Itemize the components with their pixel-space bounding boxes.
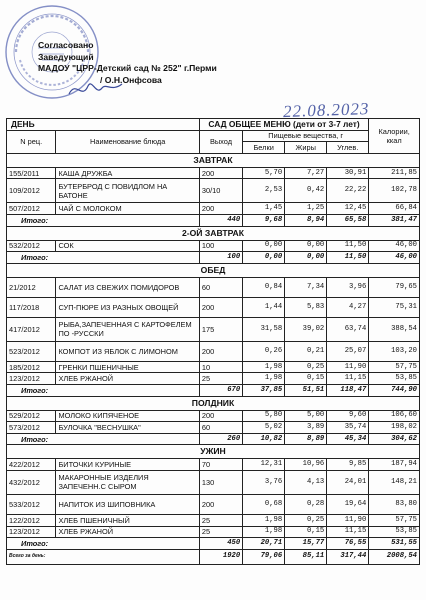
- calories-value: 53,85: [369, 526, 420, 538]
- carbs-value: 9,85: [327, 459, 369, 471]
- total-protein: 37,85: [243, 384, 285, 396]
- menu-item-row: [7, 277, 420, 297]
- dish-name: ЧАЙ С МОЛОКОМ: [56, 203, 199, 215]
- total-yield: 100: [199, 252, 242, 264]
- total-label: Итого:: [7, 433, 200, 445]
- approval-position: Заведующий: [38, 51, 94, 62]
- total-protein: 10,82: [243, 433, 285, 445]
- dish-name: РЫБА,ЗАПЕЧЕННАЯ С КАРТОФЕЛЕМ ПО -РУССКИ: [56, 317, 199, 341]
- total-calories: 381,47: [369, 214, 420, 226]
- dish-name: МОЛОКО КИПЯЧЕНОЕ: [56, 410, 199, 422]
- menu-item-row: [7, 167, 420, 179]
- total-yield: 440: [199, 214, 242, 226]
- portion-yield: 10: [199, 361, 242, 373]
- recipe-number: 123/2012: [7, 373, 56, 385]
- day-header: ДЕНЬ: [7, 119, 200, 131]
- dish-header: Наименование блюда: [56, 130, 199, 153]
- grand-total-carbs: 317,44: [327, 549, 369, 564]
- protein-value: 1,98: [243, 514, 285, 526]
- portion-yield: 200: [199, 297, 242, 317]
- protein-value: 5,80: [243, 410, 285, 422]
- total-label: Итого:: [7, 252, 200, 264]
- protein-value: 3,76: [243, 470, 285, 494]
- calories-value: 103,20: [369, 341, 420, 361]
- calories-value: 83,80: [369, 494, 420, 514]
- portion-yield: 25: [199, 373, 242, 385]
- dish-name: ГРЕНКИ ПШЕНИЧНЫЕ: [56, 361, 199, 373]
- total-fat: 8,94: [285, 214, 327, 226]
- portion-yield: 200: [199, 341, 242, 361]
- calories-value: 106,60: [369, 410, 420, 422]
- recipe-number: 533/2012: [7, 494, 56, 514]
- meal-section-row: [7, 445, 420, 459]
- total-protein: 0,00: [243, 252, 285, 264]
- protein-value: 1,98: [243, 526, 285, 538]
- grand-total-yield: 1920: [199, 549, 242, 564]
- carbs-value: 9,60: [327, 410, 369, 422]
- fat-value: 0,28: [285, 494, 327, 514]
- calories-value: 388,54: [369, 317, 420, 341]
- meal-name: ПОЛДНИК: [7, 396, 420, 410]
- meal-total-row: [7, 433, 420, 445]
- total-yield: 260: [199, 433, 242, 445]
- menu-title: САД ОБЩЕЕ МЕНЮ (дети от 3-7 лет): [199, 119, 368, 131]
- dish-name: БИТОЧКИ КУРИНЫЕ: [56, 459, 199, 471]
- total-fat: 8,89: [285, 433, 327, 445]
- calories-value: 211,85: [369, 167, 420, 179]
- yield-header: Выход: [199, 130, 242, 153]
- total-carbs: 118,47: [327, 384, 369, 396]
- menu-item-row: [7, 422, 420, 434]
- grand-total-calories: 2008,54: [369, 549, 420, 564]
- dish-name: СУП-ПЮРЕ ИЗ РАЗНЫХ ОВОЩЕЙ: [56, 297, 199, 317]
- dish-name: САЛАТ ИЗ СВЕЖИХ ПОМИДОРОВ: [56, 277, 199, 297]
- fat-value: 3,89: [285, 422, 327, 434]
- fat-value: 39,02: [285, 317, 327, 341]
- fat-value: 5,83: [285, 297, 327, 317]
- handwritten-date: 22.08.2023: [282, 99, 370, 122]
- menu-item-row: [7, 410, 420, 422]
- menu-table: [6, 118, 420, 565]
- fat-value: 5,00: [285, 410, 327, 422]
- recipe-number: 155/2011: [7, 167, 56, 179]
- recipe-number: 109/2012: [7, 179, 56, 203]
- carbs-value: 11,15: [327, 526, 369, 538]
- total-carbs: 11,50: [327, 252, 369, 264]
- total-protein: 9,68: [243, 214, 285, 226]
- recipe-number: 432/2012: [7, 470, 56, 494]
- approval-block: [38, 40, 217, 86]
- grand-total-label: Всего за день:: [7, 549, 200, 564]
- protein-value: 1,98: [243, 361, 285, 373]
- protein-header: Белки: [243, 142, 285, 154]
- protein-value: 1,98: [243, 373, 285, 385]
- recipe-number: 523/2012: [7, 341, 56, 361]
- meal-name: ЗАВТРАК: [7, 153, 420, 167]
- calories-value: 75,31: [369, 297, 420, 317]
- calories-value: 102,78: [369, 179, 420, 203]
- calories-value: 198,02: [369, 422, 420, 434]
- meal-section-row: [7, 263, 420, 277]
- calories-value: 46,00: [369, 240, 420, 252]
- protein-value: 5,02: [243, 422, 285, 434]
- protein-value: 31,58: [243, 317, 285, 341]
- protein-value: 0,68: [243, 494, 285, 514]
- recipe-number: 21/2012: [7, 277, 56, 297]
- total-label: Итого:: [7, 214, 200, 226]
- recipe-number: 122/2012: [7, 514, 56, 526]
- menu-item-row: [7, 373, 420, 385]
- recipe-number: 422/2012: [7, 459, 56, 471]
- carbs-value: 22,22: [327, 179, 369, 203]
- meal-total-row: [7, 214, 420, 226]
- calories-header: Калории, ккал: [369, 119, 420, 154]
- menu-item-row: [7, 297, 420, 317]
- carbs-value: 4,27: [327, 297, 369, 317]
- nutrients-header: Пищевые вещества, г: [243, 130, 369, 142]
- grand-total-protein: 79,06: [243, 549, 285, 564]
- carbs-header: Углев.: [327, 142, 369, 154]
- portion-yield: 70: [199, 459, 242, 471]
- carbs-value: 63,74: [327, 317, 369, 341]
- total-carbs: 45,34: [327, 433, 369, 445]
- fat-value: 7,27: [285, 167, 327, 179]
- portion-yield: 200: [199, 203, 242, 215]
- calories-value: 148,21: [369, 470, 420, 494]
- protein-value: 1,44: [243, 297, 285, 317]
- protein-value: 1,45: [243, 203, 285, 215]
- header-row-mid: [7, 130, 420, 142]
- carbs-value: 11,15: [327, 373, 369, 385]
- protein-value: 0,84: [243, 277, 285, 297]
- fat-value: 0,15: [285, 373, 327, 385]
- meal-section-row: [7, 396, 420, 410]
- carbs-value: 35,74: [327, 422, 369, 434]
- protein-value: 0,26: [243, 341, 285, 361]
- calories-value: 57,75: [369, 361, 420, 373]
- calories-value: 53,85: [369, 373, 420, 385]
- portion-yield: 60: [199, 422, 242, 434]
- portion-yield: 130: [199, 470, 242, 494]
- total-calories: 304,62: [369, 433, 420, 445]
- dish-name: СОК: [56, 240, 199, 252]
- meal-name: УЖИН: [7, 445, 420, 459]
- approval-title: Согласовано: [38, 40, 94, 50]
- fat-header: Жиры: [285, 142, 327, 154]
- fat-value: 0,15: [285, 526, 327, 538]
- total-calories: 531,55: [369, 538, 420, 550]
- meal-section-row: [7, 153, 420, 167]
- protein-value: 12,31: [243, 459, 285, 471]
- approval-organization: МАДОУ "ЦРР-Детский сад № 252" г.Перми: [38, 63, 217, 73]
- recipe-number: 417/2012: [7, 317, 56, 341]
- total-label: Итого:: [7, 384, 200, 396]
- recipe-number: 573/2012: [7, 422, 56, 434]
- grand-total-fat: 85,11: [285, 549, 327, 564]
- fat-value: 7,34: [285, 277, 327, 297]
- total-yield: 450: [199, 538, 242, 550]
- total-label: Итого:: [7, 538, 200, 550]
- fat-value: 0,42: [285, 179, 327, 203]
- total-calories: 744,90: [369, 384, 420, 396]
- calories-value: 79,65: [369, 277, 420, 297]
- recipe-number: 532/2012: [7, 240, 56, 252]
- recipe-number: 123/2012: [7, 526, 56, 538]
- total-calories: 46,00: [369, 252, 420, 264]
- protein-value: 5,70: [243, 167, 285, 179]
- header-row-top: [7, 119, 420, 131]
- portion-yield: 200: [199, 410, 242, 422]
- portion-yield: 175: [199, 317, 242, 341]
- fat-value: 0,25: [285, 361, 327, 373]
- portion-yield: 25: [199, 526, 242, 538]
- portion-yield: 30/10: [199, 179, 242, 203]
- dish-name: ХЛЕБ РЖАНОЙ: [56, 373, 199, 385]
- total-protein: 20,71: [243, 538, 285, 550]
- carbs-value: 19,64: [327, 494, 369, 514]
- dish-name: НАПИТОК ИЗ ШИПОВНИКА: [56, 494, 199, 514]
- calories-value: 57,75: [369, 514, 420, 526]
- dish-name: КАША ДРУЖБА: [56, 167, 199, 179]
- dish-name: ХЛЕБ РЖАНОЙ: [56, 526, 199, 538]
- recipe-number: 507/2012: [7, 203, 56, 215]
- meal-name: 2-ОЙ ЗАВТРАК: [7, 226, 420, 240]
- carbs-value: 30,91: [327, 167, 369, 179]
- total-fat: 15,77: [285, 538, 327, 550]
- meal-name: ОБЕД: [7, 263, 420, 277]
- menu-item-row: [7, 494, 420, 514]
- total-yield: 670: [199, 384, 242, 396]
- menu-item-row: [7, 470, 420, 494]
- fat-value: 0,21: [285, 341, 327, 361]
- dish-name: КОМПОТ ИЗ ЯБЛОК С ЛИМОНОМ: [56, 341, 199, 361]
- carbs-value: 3,96: [327, 277, 369, 297]
- total-carbs: 65,58: [327, 214, 369, 226]
- carbs-value: 11,50: [327, 240, 369, 252]
- recipe-number: 529/2012: [7, 410, 56, 422]
- menu-item-row: [7, 317, 420, 341]
- menu-item-row: [7, 203, 420, 215]
- menu-item-row: [7, 459, 420, 471]
- portion-yield: 25: [199, 514, 242, 526]
- total-fat: 51,51: [285, 384, 327, 396]
- fat-value: 1,25: [285, 203, 327, 215]
- meal-total-row: [7, 538, 420, 550]
- meal-section-row: [7, 226, 420, 240]
- menu-item-row: [7, 179, 420, 203]
- fat-value: 4,13: [285, 470, 327, 494]
- menu-item-row: [7, 341, 420, 361]
- carbs-value: 11,90: [327, 361, 369, 373]
- portion-yield: 60: [199, 277, 242, 297]
- meal-total-row: [7, 384, 420, 396]
- fat-value: 10,96: [285, 459, 327, 471]
- dish-name: БУЛОЧКА "ВЕСНУШКА": [56, 422, 199, 434]
- dish-name: БУТЕРБРОД С ПОВИДЛОМ НА БАТОНЕ: [56, 179, 199, 203]
- portion-yield: 100: [199, 240, 242, 252]
- handwritten-signature-icon: [66, 78, 126, 100]
- calories-value: 66,84: [369, 203, 420, 215]
- menu-item-row: [7, 526, 420, 538]
- dish-name: ХЛЕБ ПШЕНИЧНЫЙ: [56, 514, 199, 526]
- protein-value: 0,00: [243, 240, 285, 252]
- fat-value: 0,25: [285, 514, 327, 526]
- carbs-value: 24,01: [327, 470, 369, 494]
- carbs-value: 25,07: [327, 341, 369, 361]
- approval-signatory: / О.Н.Онфсова: [100, 74, 162, 85]
- recipe-header: N рец.: [7, 130, 56, 153]
- portion-yield: 200: [199, 494, 242, 514]
- recipe-number: 185/2012: [7, 361, 56, 373]
- total-carbs: 76,55: [327, 538, 369, 550]
- total-fat: 0,00: [285, 252, 327, 264]
- dish-name: МАКАРОННЫЕ ИЗДЕЛИЯ ЗАПЕЧЕНН.С СЫРОМ: [56, 470, 199, 494]
- menu-item-row: [7, 514, 420, 526]
- protein-value: 2,53: [243, 179, 285, 203]
- carbs-value: 11,90: [327, 514, 369, 526]
- menu-item-row: [7, 240, 420, 252]
- portion-yield: 200: [199, 167, 242, 179]
- grand-total-row: [7, 549, 420, 564]
- menu-item-row: [7, 361, 420, 373]
- recipe-number: 117/2018: [7, 297, 56, 317]
- fat-value: 0,00: [285, 240, 327, 252]
- meal-total-row: [7, 252, 420, 264]
- calories-value: 187,94: [369, 459, 420, 471]
- carbs-value: 12,45: [327, 203, 369, 215]
